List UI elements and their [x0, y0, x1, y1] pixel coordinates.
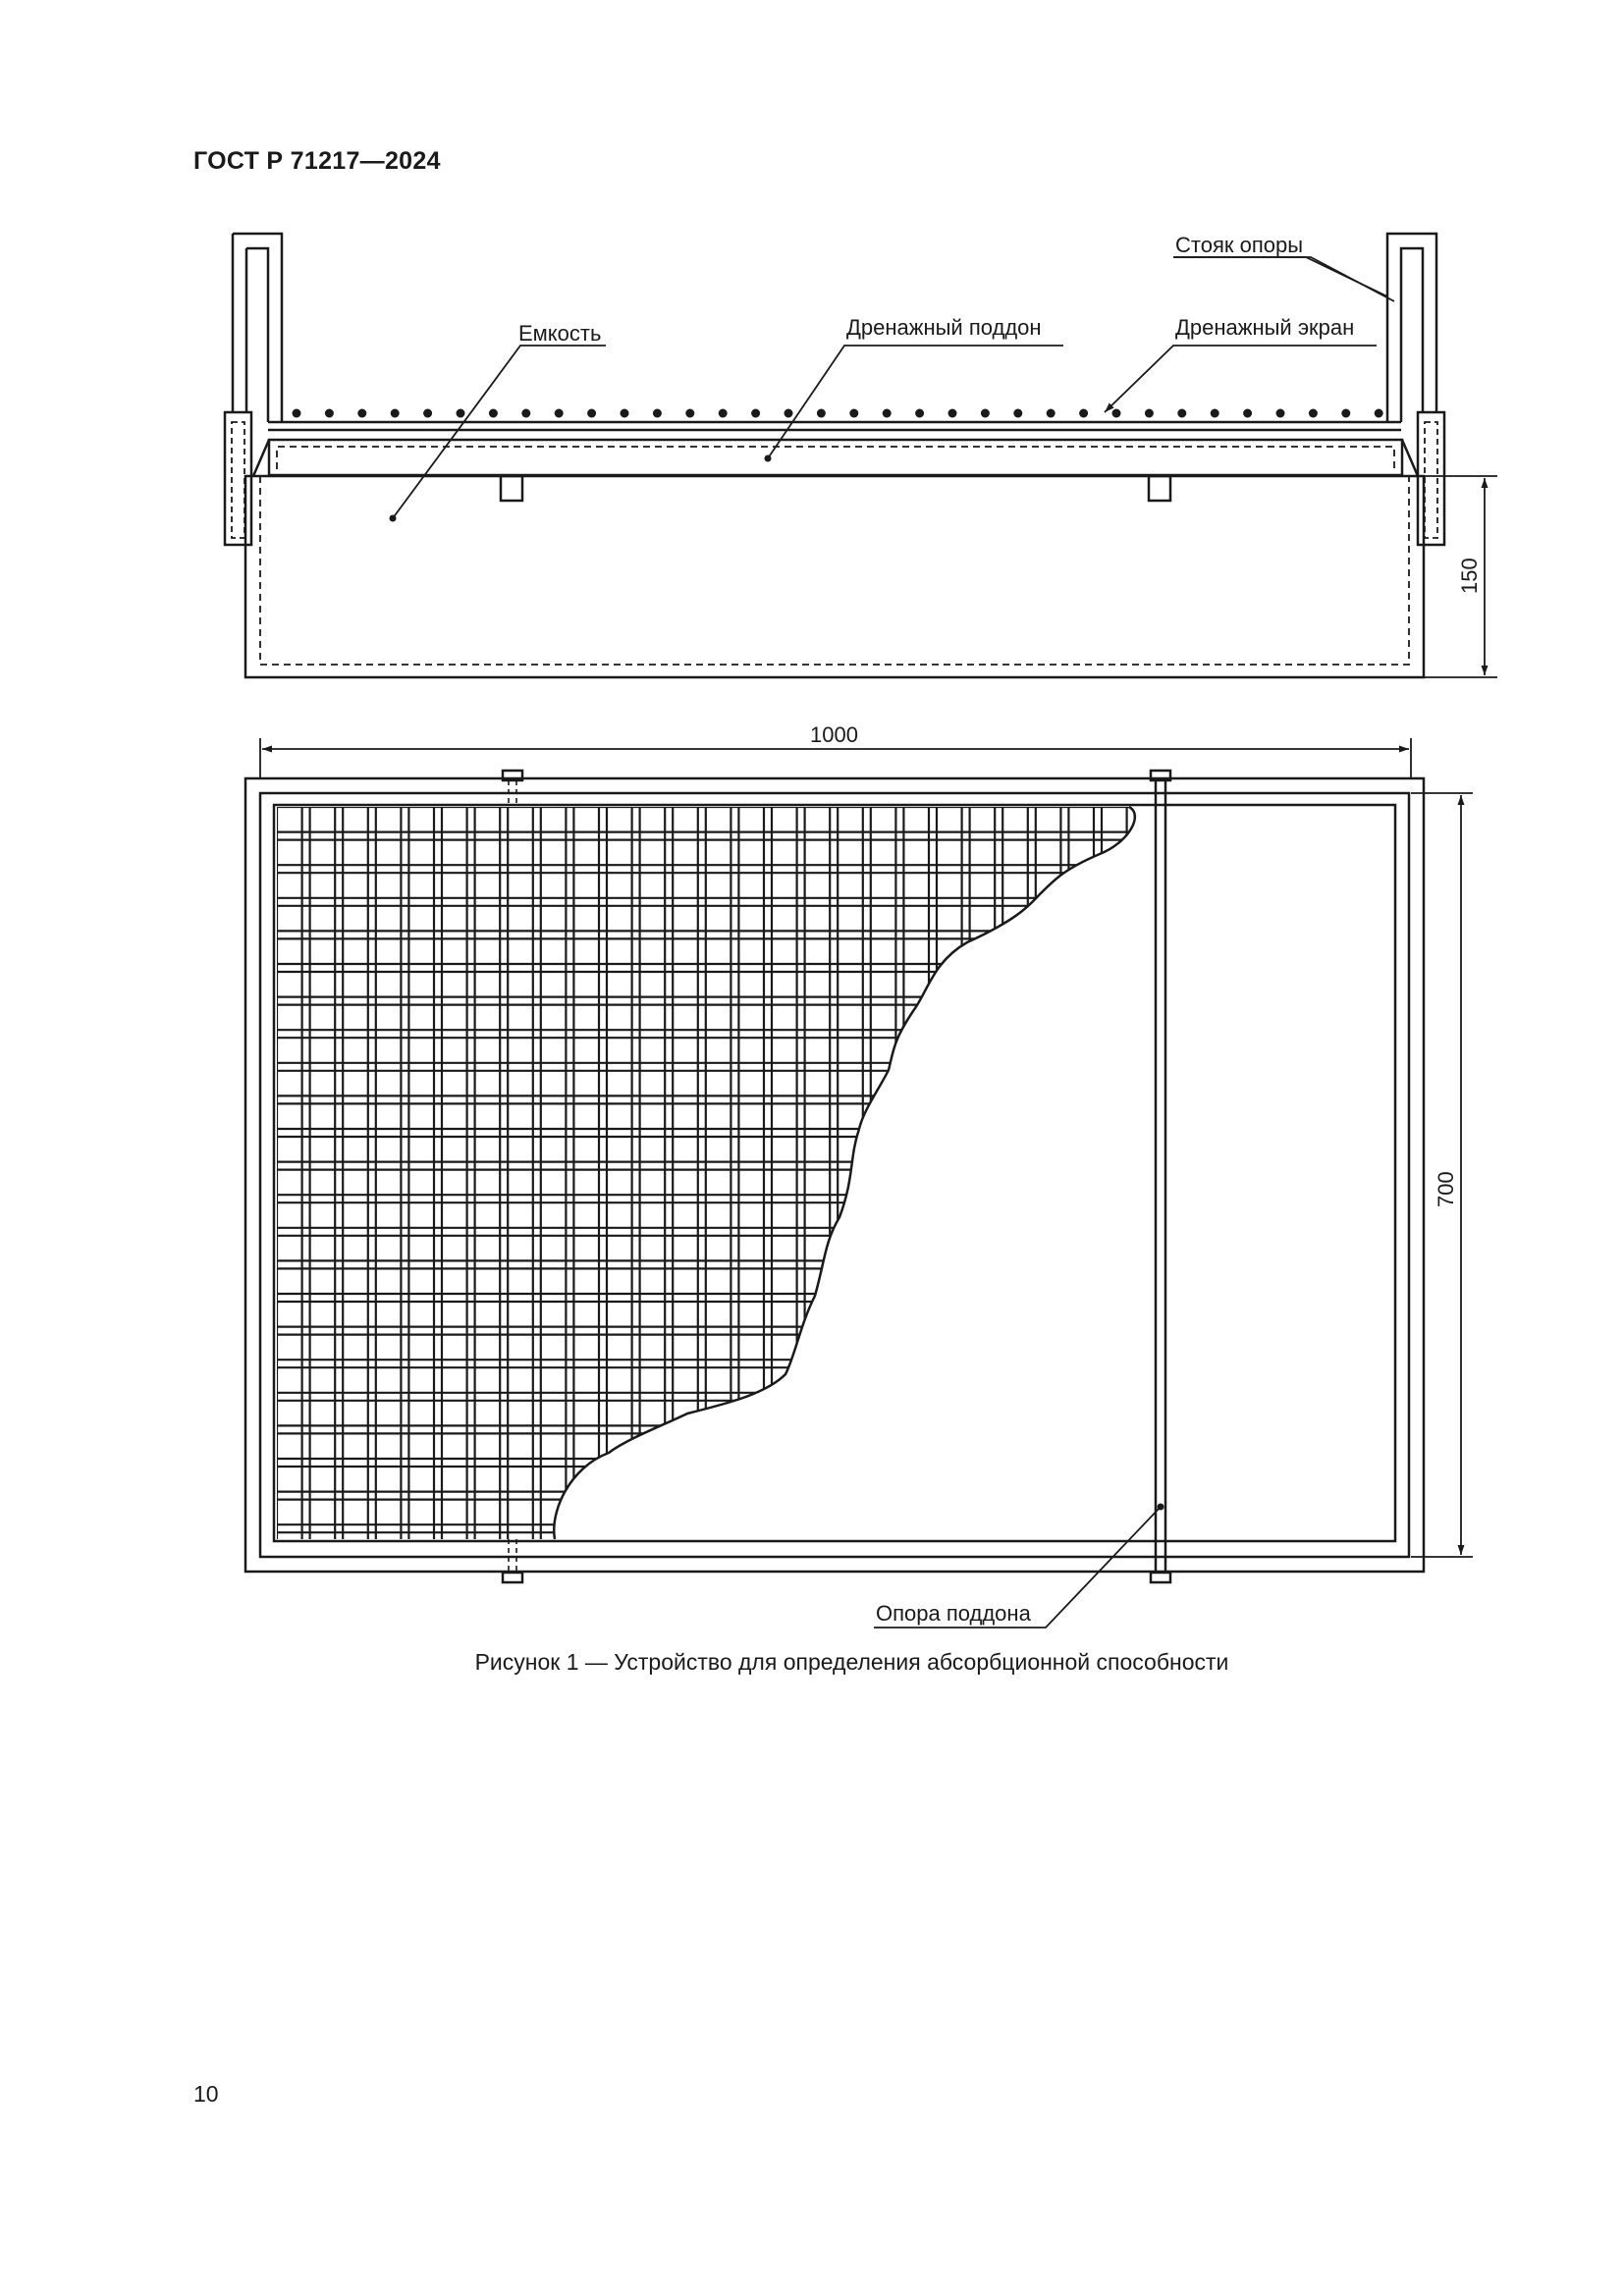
screen-cutaway-edge — [554, 807, 1135, 1539]
side-view-leaders — [393, 257, 1394, 518]
screen-hole — [719, 409, 728, 418]
screen-hole — [325, 409, 334, 418]
side-view — [225, 234, 1497, 677]
screen-hole — [1013, 409, 1022, 418]
screen-hole — [423, 409, 432, 418]
screen-hole — [981, 409, 990, 418]
screen-hole — [1243, 409, 1252, 418]
tray-outer-frame — [260, 793, 1409, 1557]
right-stand-post — [1387, 234, 1444, 545]
leader-dots — [390, 455, 772, 522]
screen-hole — [751, 409, 760, 418]
screen-hole — [391, 409, 400, 418]
screen-hole — [883, 409, 892, 418]
tray-support-leader-dot — [1158, 1504, 1164, 1511]
screen-hole — [489, 409, 498, 418]
plan-view — [245, 738, 1473, 1628]
screen-hole — [948, 409, 957, 418]
label-tray-support: Опора поддона — [876, 1601, 1031, 1626]
screen-hole — [1145, 409, 1154, 418]
drainage-screen-grid — [277, 807, 1160, 1558]
screen-hole — [1309, 409, 1318, 418]
left-stand-post — [225, 234, 282, 545]
drainage-screen — [268, 422, 1401, 430]
label-drain-screen: Дренажный экран — [1175, 315, 1355, 340]
screen-hole — [1211, 409, 1219, 418]
figure-caption: Рисунок 1 — Устройство для определения абсорбционной способности — [474, 1649, 1229, 1675]
screen-hole — [457, 409, 465, 418]
dim-height-150: 150 — [1457, 558, 1482, 594]
screen-hole — [915, 409, 924, 418]
screen-hole — [621, 409, 629, 418]
screen-hole — [1341, 409, 1350, 418]
document-header: ГОСТ Р 71217—2024 — [193, 147, 441, 175]
label-stand-post: Стояк опоры — [1175, 233, 1304, 257]
screen-hole — [1375, 409, 1383, 418]
tray-support-left — [503, 771, 522, 1582]
drainage-screen-holes — [293, 409, 1383, 418]
screen-hole — [293, 409, 301, 418]
screen-hole — [849, 409, 858, 418]
screen-hole — [1047, 409, 1056, 418]
screen-hole — [785, 409, 793, 418]
dim-width-700: 700 — [1434, 1171, 1458, 1207]
screen-hole — [1276, 409, 1285, 418]
screen-hole — [653, 409, 662, 418]
tray-support-right — [1151, 771, 1170, 1582]
label-container: Емкость — [518, 321, 602, 346]
screen-hole — [587, 409, 596, 418]
container-side — [245, 476, 1424, 677]
screen-hole — [685, 409, 694, 418]
screen-hole — [1177, 409, 1186, 418]
screen-hole — [1112, 409, 1121, 418]
screen-hole — [1079, 409, 1088, 418]
screen-hole — [817, 409, 826, 418]
screen-hole — [555, 409, 564, 418]
screen-hole — [357, 409, 366, 418]
screen-hole — [521, 409, 530, 418]
label-drain-tray: Дренажный поддон — [846, 315, 1042, 340]
dim-length-1000: 1000 — [810, 722, 858, 747]
page-number: 10 — [193, 2081, 219, 2107]
